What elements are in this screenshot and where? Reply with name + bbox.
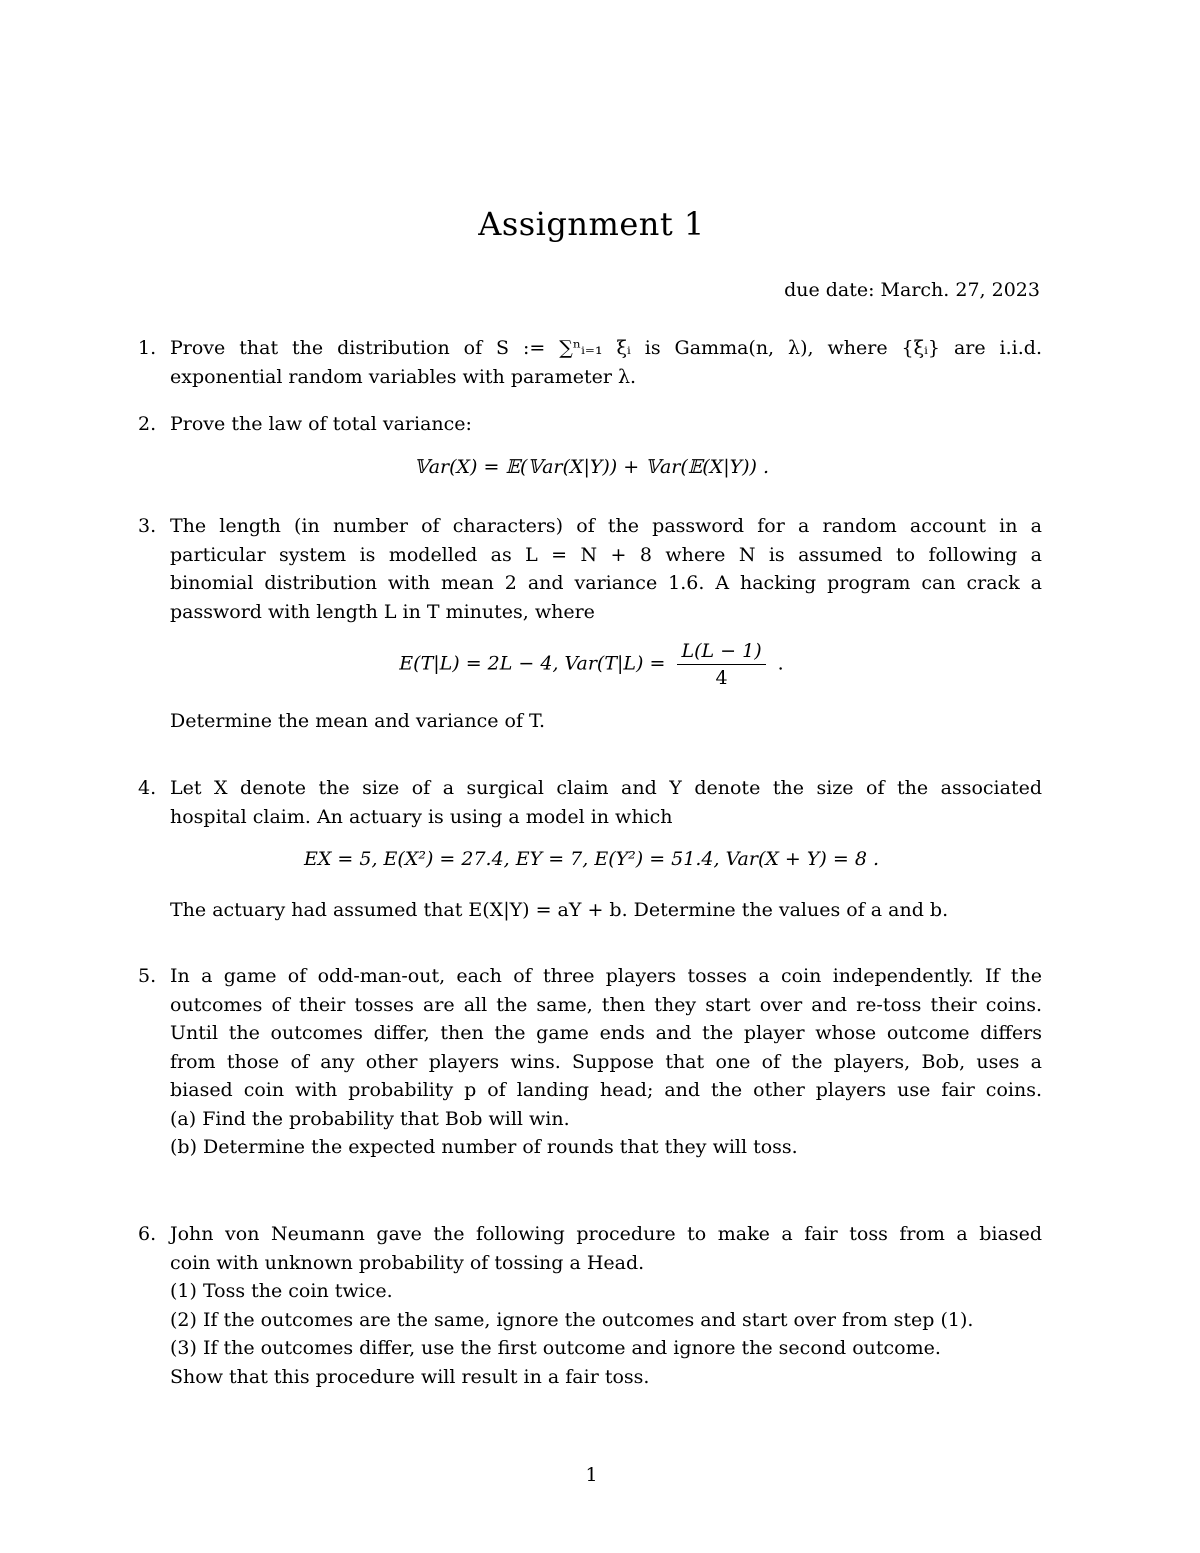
- problem-line: exponential random variables with parameter λ.: [170, 365, 637, 388]
- fraction: [677, 640, 765, 689]
- problem-line: binomial distribution with mean 2 and variance 1.6. A hacking program can crack a: [170, 572, 1042, 594]
- problem-4-question: [170, 896, 1042, 925]
- page-number: 1: [585, 1464, 598, 1486]
- problem-line: hospital claim. An actuary is using a model in which: [170, 805, 673, 828]
- problem-line: (b) Determine the expected number of rounds that they will toss.: [170, 1136, 798, 1158]
- problem-line: (1) Toss the coin twice.: [170, 1280, 393, 1302]
- problem-line: Let X denote the size of a surgical claim and Y denote the size of the associated: [170, 777, 1042, 799]
- problem-line: coin with unknown probability of tossing a Head.: [170, 1251, 645, 1274]
- problem-line: (2) If the outcomes are the same, ignore the outcomes and start over from step (1).: [170, 1308, 974, 1331]
- problem-line: password with length L in T minutes, where: [170, 600, 595, 623]
- problem-line: Prove that the distribution of S := ∑ⁿᵢ₌₁ ξᵢ is Gamma(n, λ), where {ξᵢ} are i.i.d.: [170, 337, 1042, 359]
- problem-line: Determine the mean and variance of T.: [170, 710, 545, 732]
- problem-number: 2.: [138, 413, 157, 435]
- problem-line: (a) Find the probability that Bob will win.: [170, 1107, 570, 1130]
- problem-number: 5.: [138, 965, 157, 987]
- due-date: due date: March. 27, 2023: [784, 279, 1040, 301]
- problem-line: Until the outcomes differ, then the game ends and the player whose outcome differs: [170, 1022, 1042, 1044]
- problem-line: Show that this procedure will result in a fair toss.: [170, 1365, 650, 1388]
- problem-number: 4.: [138, 777, 157, 799]
- problem-line: In a game of odd-man-out, each of three players tosses a coin independently. If the: [170, 965, 1042, 987]
- problem-5: [138, 962, 1042, 1162]
- equation-moments: EX = 5, E(X²) = 27.4, EY = 7, E(Y²) = 51.4, Var(X + Y) = 8 .: [303, 848, 880, 870]
- problem-2: [138, 410, 1042, 439]
- problem-1: [138, 334, 1042, 391]
- problem-number: 3.: [138, 515, 157, 537]
- problem-line: (3) If the outcomes differ, use the first outcome and ignore the second outcome.: [170, 1337, 941, 1359]
- problem-line: The actuary had assumed that E(X|Y) = aY + b. Determine the values of a and b.: [170, 899, 949, 921]
- problem-line: John von Neumann gave the following procedure to make a fair toss from a biased: [170, 1223, 1042, 1245]
- problem-6: [138, 1220, 1042, 1391]
- page-title: Assignment 1: [478, 205, 705, 243]
- problem-3: [138, 512, 1042, 626]
- problem-number: 1.: [138, 337, 157, 359]
- problem-line: from those of any other players wins. Suppose that one of the players, Bob, uses a: [170, 1050, 1042, 1073]
- equation-right: .: [777, 652, 784, 675]
- problem-4: [138, 774, 1042, 831]
- problem-line: biased coin with probability p of landing head; and the other players use fair coins.: [170, 1079, 1042, 1101]
- problem-line: Prove the law of total variance:: [170, 413, 472, 435]
- fraction-numerator: L(L − 1): [677, 640, 765, 665]
- problem-line: The length (in number of characters) of the password for a random account in a: [170, 515, 1042, 537]
- problem-line: outcomes of their tosses are all the same, then they start over and re-toss their coins.: [170, 993, 1042, 1016]
- fraction-denominator: 4: [715, 667, 728, 689]
- equation-conditional-moments: [0, 640, 1183, 689]
- equation-left: E(T|L) = 2L − 4, Var(T|L) =: [399, 652, 666, 675]
- problem-3-question: [170, 707, 1042, 736]
- problem-number: 6.: [138, 1223, 157, 1245]
- problem-line: particular system is modelled as L = N + 8 where N is assumed to following a: [170, 543, 1042, 566]
- equation-total-variance: 𝕍ar(X) = 𝔼(𝕍ar(X|Y)) + 𝕍ar(𝔼(X|Y)) .: [413, 456, 770, 478]
